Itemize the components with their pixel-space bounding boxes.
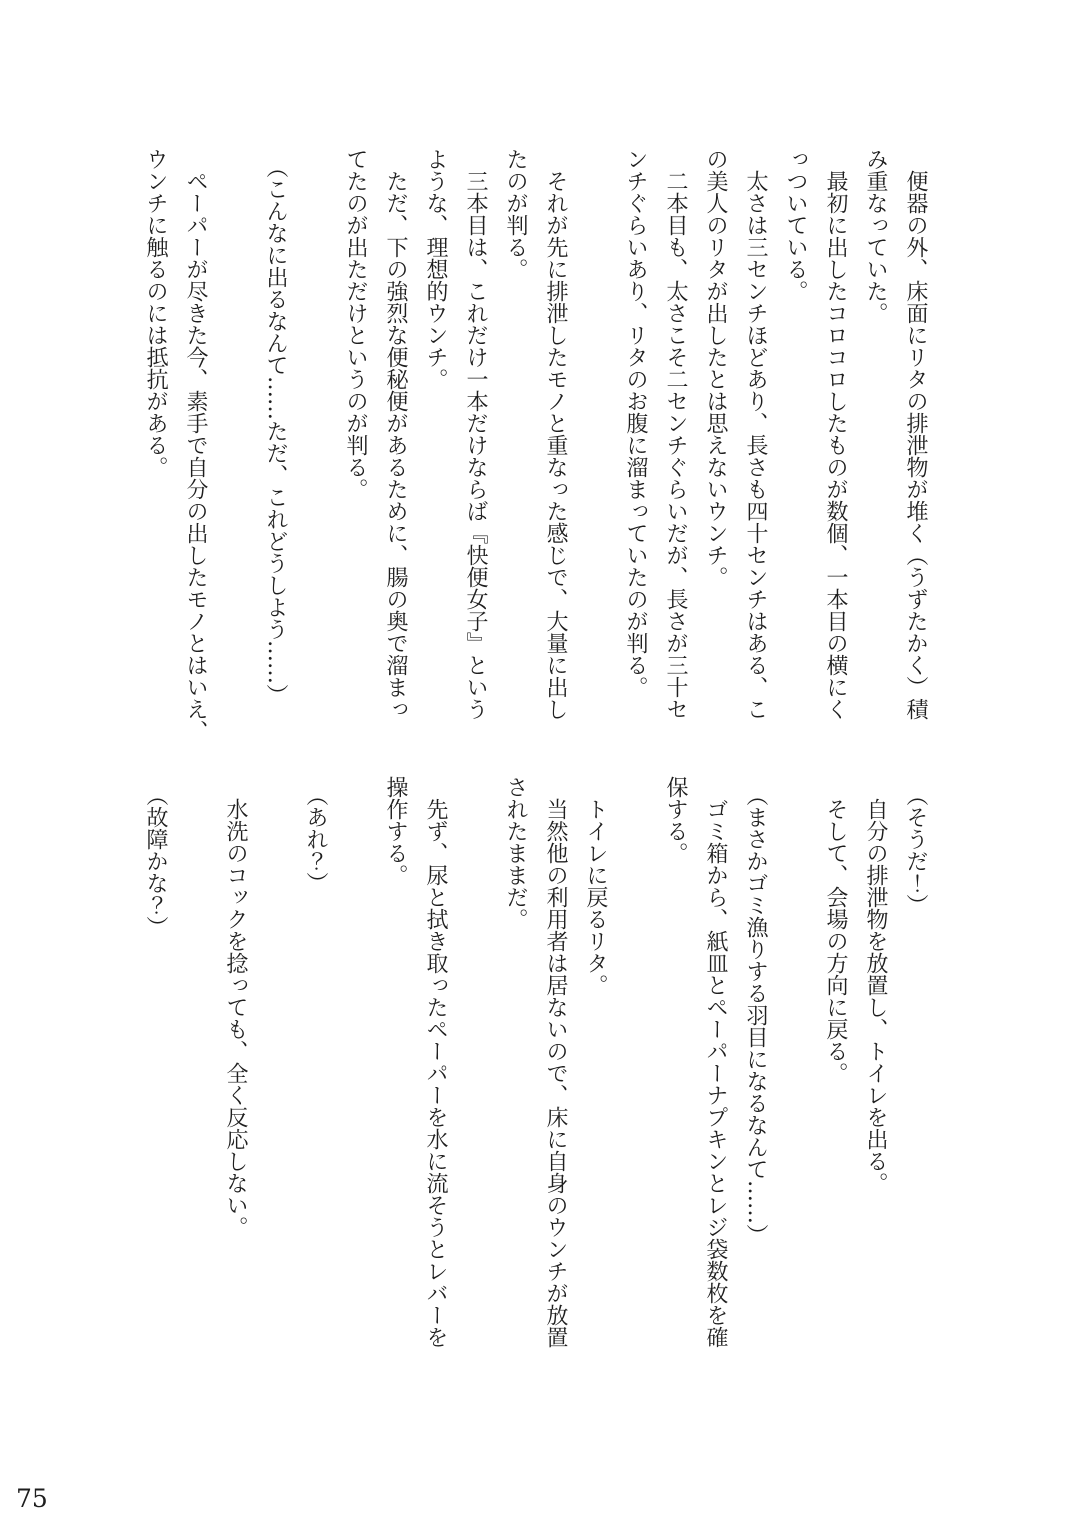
text-column: されたままだ。 — [503, 776, 528, 930]
text-column: っついている。 — [783, 148, 808, 302]
text-block-top — [135, 148, 935, 748]
text-column: ウンチに触るのには抵抗がある。 — [143, 148, 168, 478]
page-number: 75 — [16, 1484, 48, 1513]
text-column: 先ず、尿と拭き取ったペーパーを水に流そうとレバーを — [423, 798, 448, 1348]
text-column: ゴミ箱から、紙皿とペーパーナプキンとレジ袋数枚を確 — [703, 798, 728, 1348]
text-column: 太さは三センチほどあり、長さも四十センチはある、こ — [743, 170, 768, 720]
blank-column — [775, 776, 815, 1376]
blank-column — [575, 148, 615, 748]
text-column: （こんなに出るなんて……ただ、これどうしよう……） — [263, 156, 288, 706]
text-column: そして、会場の方向に戻る。 — [823, 798, 848, 1084]
text-column: 当然他の利用者は居ないので、床に自身のウンチが放置 — [543, 798, 568, 1348]
text-column: の美人のリタが出したとは思えないウンチ。 — [703, 148, 728, 588]
blank-column — [615, 776, 655, 1376]
text-column: （故障かな？） — [143, 784, 168, 938]
blank-column — [335, 776, 375, 1376]
text-column: （そうだ！） — [903, 784, 928, 916]
text-column: それが先に排泄したモノと重なった感じで、大量に出し — [543, 170, 568, 720]
blank-column — [215, 148, 255, 748]
text-column: み重なっていた。 — [863, 148, 888, 324]
text-column: 三本目は、これだけ一本だけならば『快便女子』という — [463, 170, 488, 720]
text-column: ンチぐらいあり、リタのお腹に溜まっていたのが判る。 — [623, 148, 648, 698]
text-column: （あれ？） — [303, 784, 328, 894]
text-column: ただ、下の強烈な便秘便があるために、腸の奥で溜まっ — [383, 170, 408, 720]
text-column: ような、理想的ウンチ。 — [423, 148, 448, 390]
blank-column — [175, 776, 215, 1376]
blank-column — [255, 776, 295, 1376]
text-column: ペーパーが尽きた今、素手で自分の出したモノとはいえ、 — [183, 170, 208, 742]
text-column: 水洗のコックを捻っても、全く反応しない。 — [223, 798, 248, 1238]
text-column: 二本目も、太さこそ二センチぐらいだが、長さが三十セ — [663, 170, 688, 720]
text-column: 便器の外、床面にリタの排泄物が堆く（うずたかく）積 — [903, 170, 928, 720]
blank-column — [455, 776, 495, 1376]
text-column: トイレに戻るリタ。 — [583, 798, 608, 996]
text-block-bottom — [135, 776, 935, 1376]
text-column: たのが判る。 — [503, 148, 528, 280]
blank-column — [295, 148, 335, 748]
text-column: 自分の排泄物を放置し、トイレを出る。 — [863, 798, 888, 1194]
text-column: （まさかゴミ漁りする羽目になるなんて……） — [743, 784, 768, 1246]
text-column: 保する。 — [663, 776, 688, 864]
text-column: 最初に出したコロコロしたものが数個、一本目の横にく — [823, 170, 848, 720]
text-column: てたのが出ただけというのが判る。 — [343, 148, 368, 500]
text-column: 操作する。 — [383, 776, 408, 886]
